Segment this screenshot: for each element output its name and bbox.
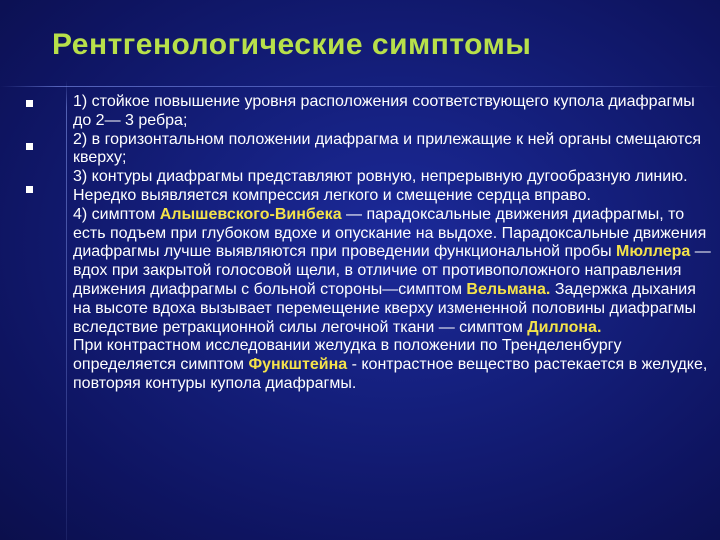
list-item-4 <box>73 206 713 338</box>
list-item-1: 1) стойкое повышение уровня расположения соответствующего купола диафрагмы до 2— 3 ребра; <box>73 93 695 129</box>
square-bullet-icon <box>26 100 33 107</box>
slide-body-text <box>73 93 713 394</box>
highlight-term-muller: Мюллера <box>616 243 691 261</box>
text-fragment: - контрастное вещество растекается в желудке, повторяя контуры купола диафрагмы. <box>73 356 708 392</box>
square-bullet-icon <box>26 143 33 150</box>
list-item-3: 3) контуры диафрагмы представляют ровную, непрерывную дугообразную линию. Нередко выявляется компрессия легкого и смещение сердца вправо. <box>73 168 688 204</box>
text-fragment: — вдох при закрытой голосовой щели, в отличие от противоположного направления движения диафрагмы с больной стороны—симптом <box>73 243 711 298</box>
text-fragment: — парадоксальные движения диафрагмы, то есть подъем при глубоком вдохе и опускание на выдохе. Парадоксальные движения диафрагмы лучше выявляются при проведении функциональной пробы <box>73 205 707 261</box>
bullet-markers <box>22 98 42 218</box>
highlight-term-velman: Вельмана. <box>466 280 551 298</box>
highlight-term-dillon: Диллона. <box>527 318 602 336</box>
highlight-term-funkshtein: Функштейна <box>248 356 348 374</box>
text-fragment: При контрастном исследовании желудка в положении по Тренделенбургу определяется симптом <box>73 337 622 374</box>
horizontal-divider-line <box>0 86 720 87</box>
square-bullet-icon <box>26 186 33 193</box>
slide-title: Рентгенологические симптомы <box>52 28 532 61</box>
paragraph-5 <box>73 337 713 393</box>
text-fragment: Задержка дыхания на высоте вдоха вызывает перемещение кверху измененной половины диафрагмы вследствие ретракционной силы легочной ткани — симптом <box>73 280 696 336</box>
text-fragment: 4) симптом <box>73 205 160 223</box>
highlight-term-alyshevsky-vinbek: Алышевского-Винбека <box>159 205 342 223</box>
list-item-2: 2) в горизонтальном положении диафрагма и прилежащие к ней органы смещаются кверху; <box>73 130 702 167</box>
vertical-divider-line <box>66 80 67 540</box>
